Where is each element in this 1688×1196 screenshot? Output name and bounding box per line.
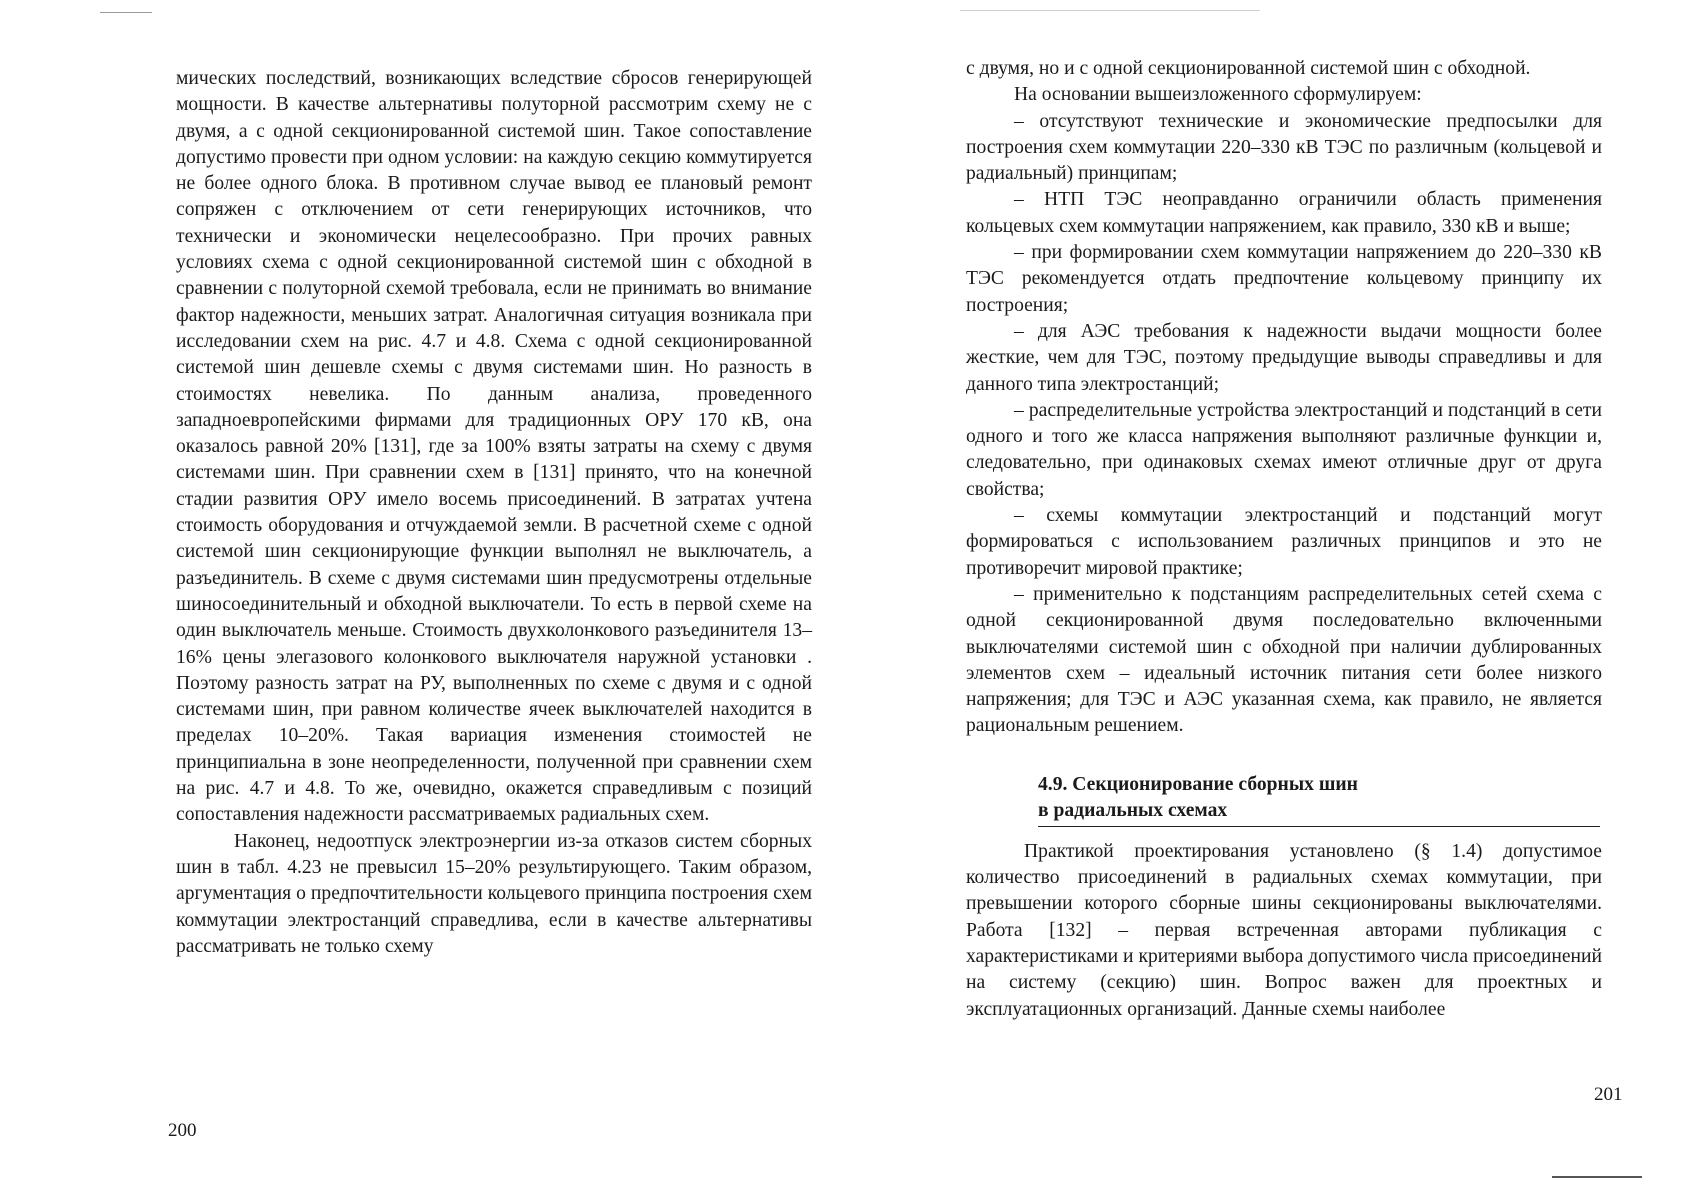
right-page bbox=[966, 56, 1602, 1023]
section-heading-line-2: в радиальных схемах bbox=[1038, 799, 1228, 821]
left-page bbox=[176, 66, 812, 960]
page-number-right: 201 bbox=[1594, 1084, 1623, 1105]
left-paragraph-2: Наконец, недоотпуск электроэнергии из-за отказов систем сборных шин в табл. 4.23 не превысил 15–20% результирующего. Таким образом, аргументация о предпочтительности кольцевого принципа построения схем коммутации электростанций справедлива, если в качестве альтернативы рассматривать не только схему bbox=[176, 830, 812, 957]
right-list-item-2: – НТП ТЭС неоправданно ограничили область применения кольцевых схем коммутации напряжением, как правило, 330 кВ и выше; bbox=[966, 189, 1602, 237]
section-heading-line-1: 4.9. Секционирование сборных шин bbox=[1038, 773, 1358, 795]
right-list-item-7: – применительно к подстанциям распределительных сетей схема с одной секционированной двумя последовательно включенными выключателями системой шин с обходной при наличии дублированных элементов схем – идеальный источник питания сети более низкого напряжения; для ТЭС и АЭС указанная схема, как правило, не является рациональным решением. bbox=[966, 583, 1602, 737]
section-paragraph: Практикой проектирования установлено (§ 1.4) допустимое количество присоединений в радиальных схемах коммутации, при превышении которого сборные шины секционированы выключателями. Работа [132] – первая встреченная авторами публикация с характеристиками и критериями выбора допустимого числа присоединений на систему (секцию) шин. Вопрос важен для проектных и эксплуатационных организаций. Данные схемы наиболее bbox=[966, 840, 1602, 1020]
left-paragraph-1: мических последствий, возникающих вследствие сбросов генерирующей мощности. В качестве альтернативы полуторной рассмотрим схему не с двумя, а с одной секционированной системой шин. Такое сопоставление допустимо провести при одном условии: на каждую секцию коммутируется не более одного блока. В противном случае вывод ее плановый ремонт сопряжен с отключением от сети генерирующих источников, что технически и экономически нецелесообразно. При прочих равных условиях схема с одной секционированной системой шин с обходной в сравнении с полуторной схемой требовала, если не принимать во внимание фактор надежности, меньших затрат. Аналогичная ситуация возникала при исследовании схем на рис. 4.7 и 4.8. Схема с одной секционированной системой шин дешевле схемы с двумя системами шин. Но разность в стоимостях невелика. По данным анализа, проведенного западноевропейскими фирмами для традиционных ОРУ 170 кВ, она оказалось равной 20% [131], где за 100% взяты затраты на схему с двумя системами шин. При сравнении схем в [131] принято, что на конечной стадии развития ОРУ имело восемь присоединений. В затратах учтена стоимость оборудования и отчуждаемой земли. В расчетной схеме с одной системой шин секционирующие функции выполнял не выключатель, а разъединитель. В схеме с двумя системами шин предусмотрены отдельные шиносоединительный и обходной выключатели. То есть в первой схеме на один выключатель меньше. Стоимость двухколонкового разъединителя 13–16% цены элегазового колонкового выключателя наружной установки . Поэтому разность затрат на РУ, выполненных по схеме с двумя и с одной системами шин, при равном количестве ячеек выключателей находится в пределах 10–20%. Такая вариация изменения стоимостей не принципиальна в зоне неопределенности, полученной при сравнении схем на рис. 4.7 и 4.8. То же, очевидно, окажется справедливым с позиций сопоставления надежности рассматриваемых радиальных схем. bbox=[176, 68, 812, 826]
page-number-left: 200 bbox=[168, 1120, 197, 1141]
right-list-item-1: – отсутствуют технические и экономические предпосылки для построения схем коммутации 220–330 кВ ТЭС по различным (кольцевой и радиальный) принципам; bbox=[966, 110, 1602, 185]
right-list-item-4: – для АЭС требования к надежности выдачи мощности более жесткие, чем для ТЭС, поэтому предыдущие выводы справедливы и для данного типа электростанций; bbox=[966, 320, 1602, 395]
right-list-item-5: – распределительные устройства электростанций и подстанций в сети одного и того же класса напряжения выполняют различные функции и, следовательно, при одинаковых схемах имеют отличные друг от друга свойства; bbox=[966, 399, 1602, 500]
right-list-item-3: – при формировании схем коммутации напряжением до 220–330 кВ ТЭС рекомендуется отдать предпочтение кольцевому принципу их построения; bbox=[966, 242, 1602, 316]
scan-artifact-top-right bbox=[960, 10, 1260, 11]
right-paragraph-2: На основании вышеизложенного сформулируем: bbox=[1014, 84, 1422, 106]
right-list-item-6: – схемы коммутации электростанций и подстанций могут формироваться с использованием различных принципов и это не противоречит мировой практике; bbox=[966, 505, 1602, 579]
right-paragraph-1: с двумя, но и с одной секционированной системой шин с обходной. bbox=[966, 58, 1531, 79]
scan-artifact-top-left bbox=[100, 12, 152, 13]
section-heading bbox=[1038, 772, 1600, 827]
scan-artifact-bottom-right bbox=[1552, 1176, 1642, 1178]
